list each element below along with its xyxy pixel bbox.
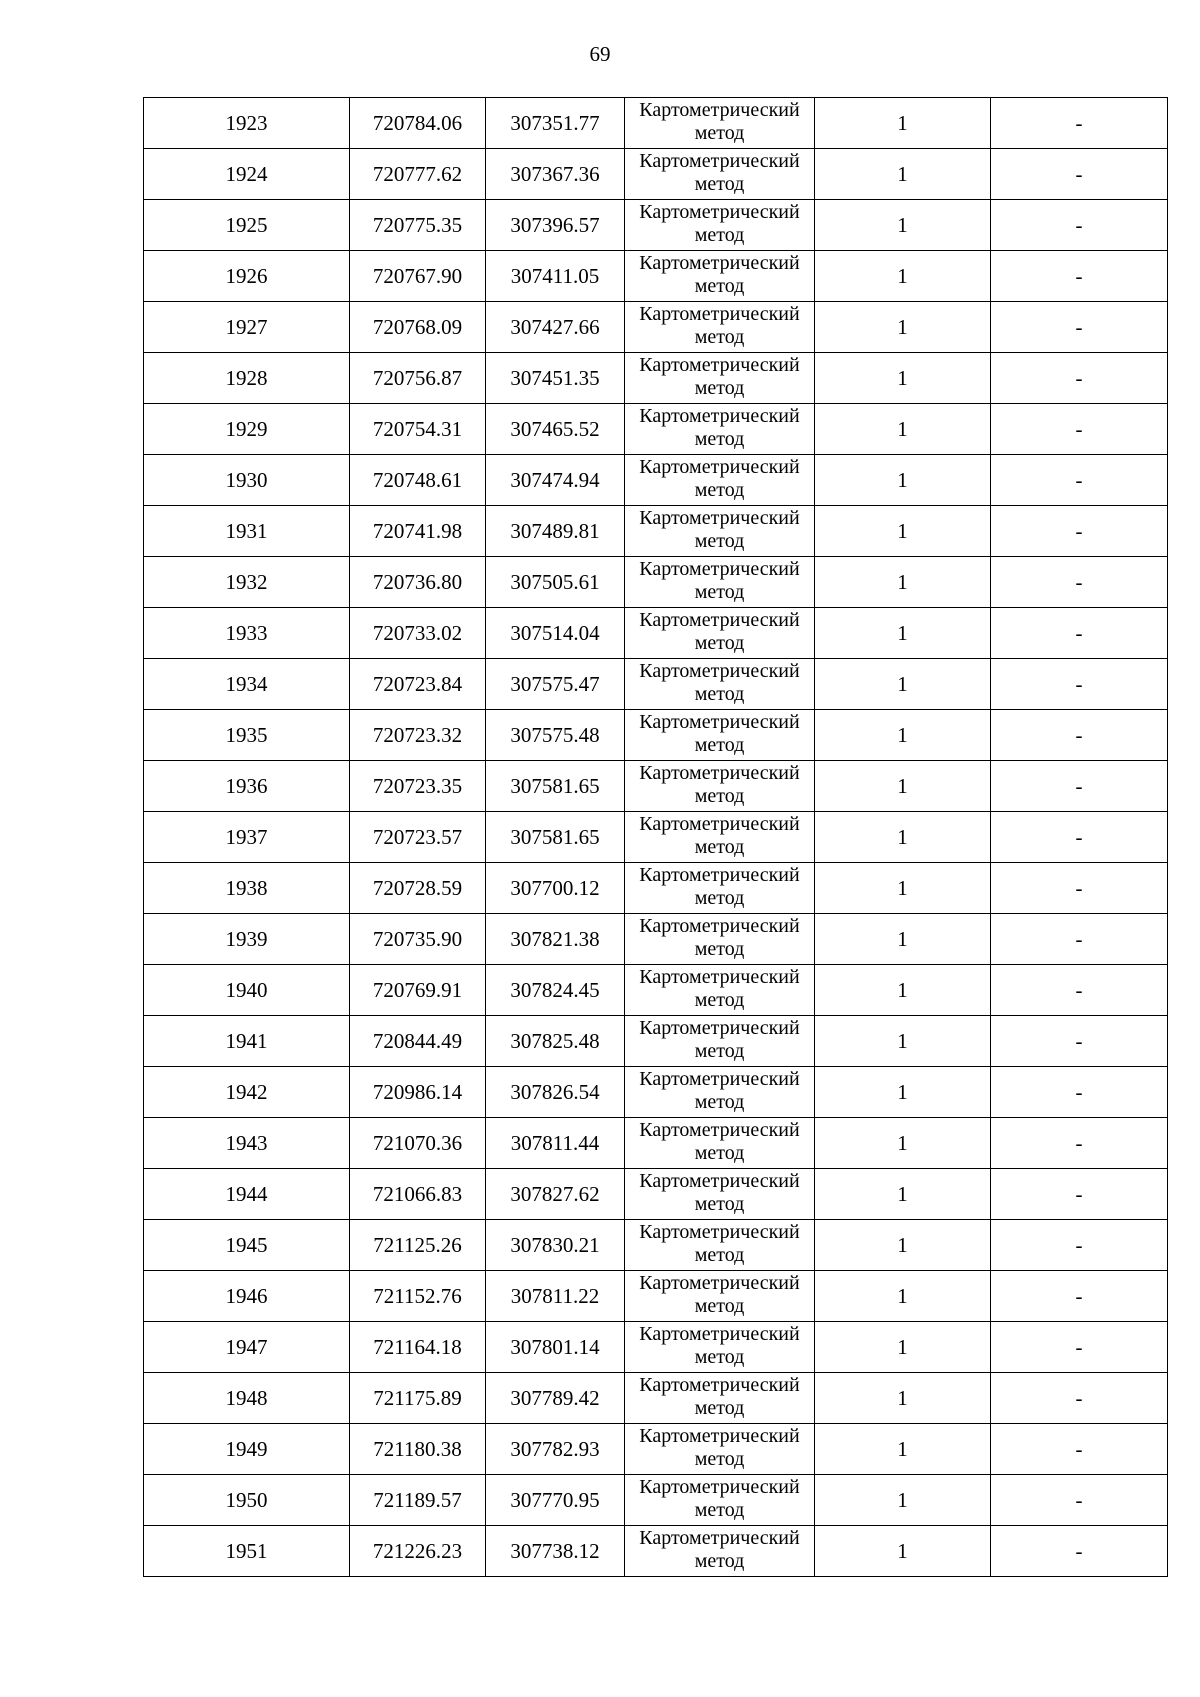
y-coordinate-cell: 307351.77 <box>486 98 625 149</box>
point-number-cell: 1950 <box>144 1475 350 1526</box>
method-label-line1: Картометрический <box>639 354 800 376</box>
table-row <box>144 863 1168 914</box>
method-cell <box>625 1067 815 1118</box>
table-row <box>144 1220 1168 1271</box>
method-cell <box>625 1169 815 1220</box>
point-number-cell: 1925 <box>144 200 350 251</box>
note-cell: - <box>991 1424 1168 1475</box>
method-label-line2: метод <box>694 938 745 960</box>
method-label-line1: Картометрический <box>639 1476 800 1498</box>
point-number-cell: 1927 <box>144 302 350 353</box>
point-number-cell: 1939 <box>144 914 350 965</box>
method-label-line2: метод <box>694 1550 745 1572</box>
note-cell: - <box>991 659 1168 710</box>
method-cell <box>625 965 815 1016</box>
table-row <box>144 506 1168 557</box>
x-coordinate-cell: 720733.02 <box>350 608 486 659</box>
y-coordinate-cell: 307811.22 <box>486 1271 625 1322</box>
table-row <box>144 200 1168 251</box>
x-coordinate-cell: 721125.26 <box>350 1220 486 1271</box>
method-label-line1: Картометрический <box>639 609 800 631</box>
accuracy-cell: 1 <box>815 404 991 455</box>
table-row <box>144 1169 1168 1220</box>
x-coordinate-cell: 721175.89 <box>350 1373 486 1424</box>
y-coordinate-cell: 307826.54 <box>486 1067 625 1118</box>
method-label-line2: метод <box>694 224 745 246</box>
method-label-line1: Картометрический <box>639 252 800 274</box>
method-label-line1: Картометрический <box>639 1170 800 1192</box>
y-coordinate-cell: 307427.66 <box>486 302 625 353</box>
note-cell: - <box>991 98 1168 149</box>
method-label-line1: Картометрический <box>639 813 800 835</box>
note-cell: - <box>991 302 1168 353</box>
y-coordinate-cell: 307396.57 <box>486 200 625 251</box>
x-coordinate-cell: 720767.90 <box>350 251 486 302</box>
point-number-cell: 1929 <box>144 404 350 455</box>
accuracy-cell: 1 <box>815 1271 991 1322</box>
method-cell <box>625 1118 815 1169</box>
table-row <box>144 965 1168 1016</box>
method-cell <box>625 98 815 149</box>
point-number-cell: 1941 <box>144 1016 350 1067</box>
method-label-line1: Картометрический <box>639 1527 800 1549</box>
method-label-line2: метод <box>694 836 745 858</box>
method-cell <box>625 1424 815 1475</box>
method-label-line2: метод <box>694 1142 745 1164</box>
coordinates-table-body <box>144 98 1168 1577</box>
point-number-cell: 1928 <box>144 353 350 404</box>
table-row <box>144 251 1168 302</box>
point-number-cell: 1940 <box>144 965 350 1016</box>
x-coordinate-cell: 721226.23 <box>350 1526 486 1577</box>
method-label-line2: метод <box>694 1040 745 1062</box>
accuracy-cell: 1 <box>815 1016 991 1067</box>
method-label-line2: метод <box>694 734 745 756</box>
y-coordinate-cell: 307825.48 <box>486 1016 625 1067</box>
x-coordinate-cell: 720768.09 <box>350 302 486 353</box>
method-label-line2: метод <box>694 1244 745 1266</box>
accuracy-cell: 1 <box>815 914 991 965</box>
point-number-cell: 1931 <box>144 506 350 557</box>
method-label-line2: метод <box>694 1448 745 1470</box>
method-cell <box>625 1271 815 1322</box>
point-number-cell: 1943 <box>144 1118 350 1169</box>
y-coordinate-cell: 307830.21 <box>486 1220 625 1271</box>
y-coordinate-cell: 307789.42 <box>486 1373 625 1424</box>
method-cell <box>625 1322 815 1373</box>
y-coordinate-cell: 307465.52 <box>486 404 625 455</box>
coordinates-table <box>143 97 1168 1577</box>
method-label-line1: Картометрический <box>639 1221 800 1243</box>
method-label-line1: Картометрический <box>639 1323 800 1345</box>
accuracy-cell: 1 <box>815 302 991 353</box>
table-row <box>144 1118 1168 1169</box>
point-number-cell: 1932 <box>144 557 350 608</box>
x-coordinate-cell: 720754.31 <box>350 404 486 455</box>
y-coordinate-cell: 307811.44 <box>486 1118 625 1169</box>
method-label-line2: метод <box>694 887 745 909</box>
method-cell <box>625 914 815 965</box>
method-cell <box>625 608 815 659</box>
method-cell <box>625 863 815 914</box>
method-label-line2: метод <box>694 173 745 195</box>
method-label-line2: метод <box>694 989 745 1011</box>
method-label-line2: метод <box>694 1499 745 1521</box>
method-label-line1: Картометрический <box>639 660 800 682</box>
table-row <box>144 98 1168 149</box>
y-coordinate-cell: 307738.12 <box>486 1526 625 1577</box>
point-number-cell: 1937 <box>144 812 350 863</box>
y-coordinate-cell: 307581.65 <box>486 761 625 812</box>
method-label-line1: Картометрический <box>639 1272 800 1294</box>
note-cell: - <box>991 1220 1168 1271</box>
note-cell: - <box>991 914 1168 965</box>
point-number-cell: 1949 <box>144 1424 350 1475</box>
x-coordinate-cell: 720986.14 <box>350 1067 486 1118</box>
y-coordinate-cell: 307575.48 <box>486 710 625 761</box>
method-label-line2: метод <box>694 1193 745 1215</box>
x-coordinate-cell: 720784.06 <box>350 98 486 149</box>
table-row <box>144 302 1168 353</box>
method-label-line1: Картометрический <box>639 762 800 784</box>
method-label-line2: метод <box>694 479 745 501</box>
note-cell: - <box>991 1271 1168 1322</box>
y-coordinate-cell: 307581.65 <box>486 812 625 863</box>
y-coordinate-cell: 307575.47 <box>486 659 625 710</box>
x-coordinate-cell: 720769.91 <box>350 965 486 1016</box>
method-label-line1: Картометрический <box>639 966 800 988</box>
y-coordinate-cell: 307489.81 <box>486 506 625 557</box>
method-cell <box>625 149 815 200</box>
point-number-cell: 1933 <box>144 608 350 659</box>
method-label-line2: метод <box>694 581 745 603</box>
table-row <box>144 1424 1168 1475</box>
method-cell <box>625 812 815 863</box>
y-coordinate-cell: 307411.05 <box>486 251 625 302</box>
note-cell: - <box>991 149 1168 200</box>
method-label-line2: метод <box>694 326 745 348</box>
y-coordinate-cell: 307474.94 <box>486 455 625 506</box>
method-label-line1: Картометрический <box>639 456 800 478</box>
note-cell: - <box>991 200 1168 251</box>
method-label-line2: метод <box>694 122 745 144</box>
point-number-cell: 1944 <box>144 1169 350 1220</box>
note-cell: - <box>991 1169 1168 1220</box>
method-label-line2: метод <box>694 1091 745 1113</box>
point-number-cell: 1948 <box>144 1373 350 1424</box>
table-row <box>144 455 1168 506</box>
y-coordinate-cell: 307824.45 <box>486 965 625 1016</box>
point-number-cell: 1946 <box>144 1271 350 1322</box>
method-label-line1: Картометрический <box>639 150 800 172</box>
accuracy-cell: 1 <box>815 608 991 659</box>
y-coordinate-cell: 307451.35 <box>486 353 625 404</box>
method-cell <box>625 200 815 251</box>
method-label-line1: Картометрический <box>639 201 800 223</box>
note-cell: - <box>991 353 1168 404</box>
accuracy-cell: 1 <box>815 1373 991 1424</box>
x-coordinate-cell: 720777.62 <box>350 149 486 200</box>
x-coordinate-cell: 721164.18 <box>350 1322 486 1373</box>
y-coordinate-cell: 307821.38 <box>486 914 625 965</box>
method-cell <box>625 1526 815 1577</box>
method-cell <box>625 761 815 812</box>
note-cell: - <box>991 506 1168 557</box>
y-coordinate-cell: 307770.95 <box>486 1475 625 1526</box>
table-row <box>144 557 1168 608</box>
accuracy-cell: 1 <box>815 1169 991 1220</box>
x-coordinate-cell: 720748.61 <box>350 455 486 506</box>
method-label-line1: Картометрический <box>639 1374 800 1396</box>
method-cell <box>625 659 815 710</box>
table-row <box>144 1475 1168 1526</box>
accuracy-cell: 1 <box>815 1475 991 1526</box>
point-number-cell: 1923 <box>144 98 350 149</box>
table-row <box>144 914 1168 965</box>
accuracy-cell: 1 <box>815 1322 991 1373</box>
point-number-cell: 1934 <box>144 659 350 710</box>
method-label-line1: Картометрический <box>639 1425 800 1447</box>
method-label-line2: метод <box>694 428 745 450</box>
method-label-line1: Картометрический <box>639 405 800 427</box>
accuracy-cell: 1 <box>815 761 991 812</box>
x-coordinate-cell: 720728.59 <box>350 863 486 914</box>
note-cell: - <box>991 1373 1168 1424</box>
method-cell <box>625 404 815 455</box>
y-coordinate-cell: 307801.14 <box>486 1322 625 1373</box>
page-number: 69 <box>589 42 611 66</box>
accuracy-cell: 1 <box>815 1067 991 1118</box>
table-row <box>144 608 1168 659</box>
x-coordinate-cell: 721070.36 <box>350 1118 486 1169</box>
table-row <box>144 404 1168 455</box>
note-cell: - <box>991 557 1168 608</box>
table-row <box>144 659 1168 710</box>
note-cell: - <box>991 455 1168 506</box>
x-coordinate-cell: 720775.35 <box>350 200 486 251</box>
x-coordinate-cell: 720723.57 <box>350 812 486 863</box>
accuracy-cell: 1 <box>815 455 991 506</box>
x-coordinate-cell: 720756.87 <box>350 353 486 404</box>
x-coordinate-cell: 720736.80 <box>350 557 486 608</box>
accuracy-cell: 1 <box>815 353 991 404</box>
accuracy-cell: 1 <box>815 812 991 863</box>
point-number-cell: 1947 <box>144 1322 350 1373</box>
method-label-line1: Картометрический <box>639 303 800 325</box>
table-row <box>144 149 1168 200</box>
note-cell: - <box>991 1067 1168 1118</box>
method-cell <box>625 1220 815 1271</box>
method-label-line1: Картометрический <box>639 99 800 121</box>
note-cell: - <box>991 863 1168 914</box>
note-cell: - <box>991 1475 1168 1526</box>
note-cell: - <box>991 965 1168 1016</box>
accuracy-cell: 1 <box>815 200 991 251</box>
method-label-line1: Картометрический <box>639 558 800 580</box>
note-cell: - <box>991 812 1168 863</box>
x-coordinate-cell: 721152.76 <box>350 1271 486 1322</box>
point-number-cell: 1951 <box>144 1526 350 1577</box>
method-label-line2: метод <box>694 683 745 705</box>
accuracy-cell: 1 <box>815 659 991 710</box>
x-coordinate-cell: 721189.57 <box>350 1475 486 1526</box>
accuracy-cell: 1 <box>815 1424 991 1475</box>
point-number-cell: 1930 <box>144 455 350 506</box>
method-cell <box>625 302 815 353</box>
method-cell <box>625 1475 815 1526</box>
table-row <box>144 1373 1168 1424</box>
y-coordinate-cell: 307782.93 <box>486 1424 625 1475</box>
method-label-line1: Картометрический <box>639 1017 800 1039</box>
method-label-line1: Картометрический <box>639 864 800 886</box>
note-cell: - <box>991 404 1168 455</box>
y-coordinate-cell: 307367.36 <box>486 149 625 200</box>
x-coordinate-cell: 721180.38 <box>350 1424 486 1475</box>
table-row <box>144 1322 1168 1373</box>
method-cell <box>625 1373 815 1424</box>
y-coordinate-cell: 307505.61 <box>486 557 625 608</box>
accuracy-cell: 1 <box>815 965 991 1016</box>
note-cell: - <box>991 1322 1168 1373</box>
table-row <box>144 353 1168 404</box>
method-label-line1: Картометрический <box>639 1119 800 1141</box>
x-coordinate-cell: 720741.98 <box>350 506 486 557</box>
note-cell: - <box>991 1118 1168 1169</box>
point-number-cell: 1926 <box>144 251 350 302</box>
table-row <box>144 761 1168 812</box>
method-cell <box>625 455 815 506</box>
method-cell <box>625 1016 815 1067</box>
accuracy-cell: 1 <box>815 98 991 149</box>
method-label-line2: метод <box>694 632 745 654</box>
note-cell: - <box>991 608 1168 659</box>
method-label-line1: Картометрический <box>639 507 800 529</box>
point-number-cell: 1935 <box>144 710 350 761</box>
point-number-cell: 1924 <box>144 149 350 200</box>
table-row <box>144 1067 1168 1118</box>
note-cell: - <box>991 761 1168 812</box>
table-row <box>144 1271 1168 1322</box>
method-label-line1: Картометрический <box>639 711 800 733</box>
table-row <box>144 710 1168 761</box>
y-coordinate-cell: 307827.62 <box>486 1169 625 1220</box>
accuracy-cell: 1 <box>815 1526 991 1577</box>
x-coordinate-cell: 720723.35 <box>350 761 486 812</box>
accuracy-cell: 1 <box>815 1220 991 1271</box>
point-number-cell: 1942 <box>144 1067 350 1118</box>
method-cell <box>625 710 815 761</box>
method-label-line1: Картометрический <box>639 1068 800 1090</box>
table-row <box>144 1016 1168 1067</box>
method-label-line2: метод <box>694 275 745 297</box>
accuracy-cell: 1 <box>815 149 991 200</box>
y-coordinate-cell: 307514.04 <box>486 608 625 659</box>
x-coordinate-cell: 720844.49 <box>350 1016 486 1067</box>
x-coordinate-cell: 720723.84 <box>350 659 486 710</box>
accuracy-cell: 1 <box>815 506 991 557</box>
accuracy-cell: 1 <box>815 557 991 608</box>
method-label-line2: метод <box>694 530 745 552</box>
x-coordinate-cell: 720735.90 <box>350 914 486 965</box>
accuracy-cell: 1 <box>815 251 991 302</box>
method-cell <box>625 251 815 302</box>
point-number-cell: 1936 <box>144 761 350 812</box>
point-number-cell: 1945 <box>144 1220 350 1271</box>
note-cell: - <box>991 1526 1168 1577</box>
method-label-line2: метод <box>694 1346 745 1368</box>
accuracy-cell: 1 <box>815 1118 991 1169</box>
note-cell: - <box>991 1016 1168 1067</box>
y-coordinate-cell: 307700.12 <box>486 863 625 914</box>
method-cell <box>625 506 815 557</box>
method-label-line1: Картометрический <box>639 915 800 937</box>
table-row <box>144 812 1168 863</box>
accuracy-cell: 1 <box>815 863 991 914</box>
method-label-line2: метод <box>694 1397 745 1419</box>
note-cell: - <box>991 251 1168 302</box>
method-cell <box>625 557 815 608</box>
method-label-line2: метод <box>694 377 745 399</box>
x-coordinate-cell: 720723.32 <box>350 710 486 761</box>
x-coordinate-cell: 721066.83 <box>350 1169 486 1220</box>
note-cell: - <box>991 710 1168 761</box>
method-label-line2: метод <box>694 1295 745 1317</box>
method-cell <box>625 353 815 404</box>
table-row <box>144 1526 1168 1577</box>
method-label-line2: метод <box>694 785 745 807</box>
point-number-cell: 1938 <box>144 863 350 914</box>
accuracy-cell: 1 <box>815 710 991 761</box>
